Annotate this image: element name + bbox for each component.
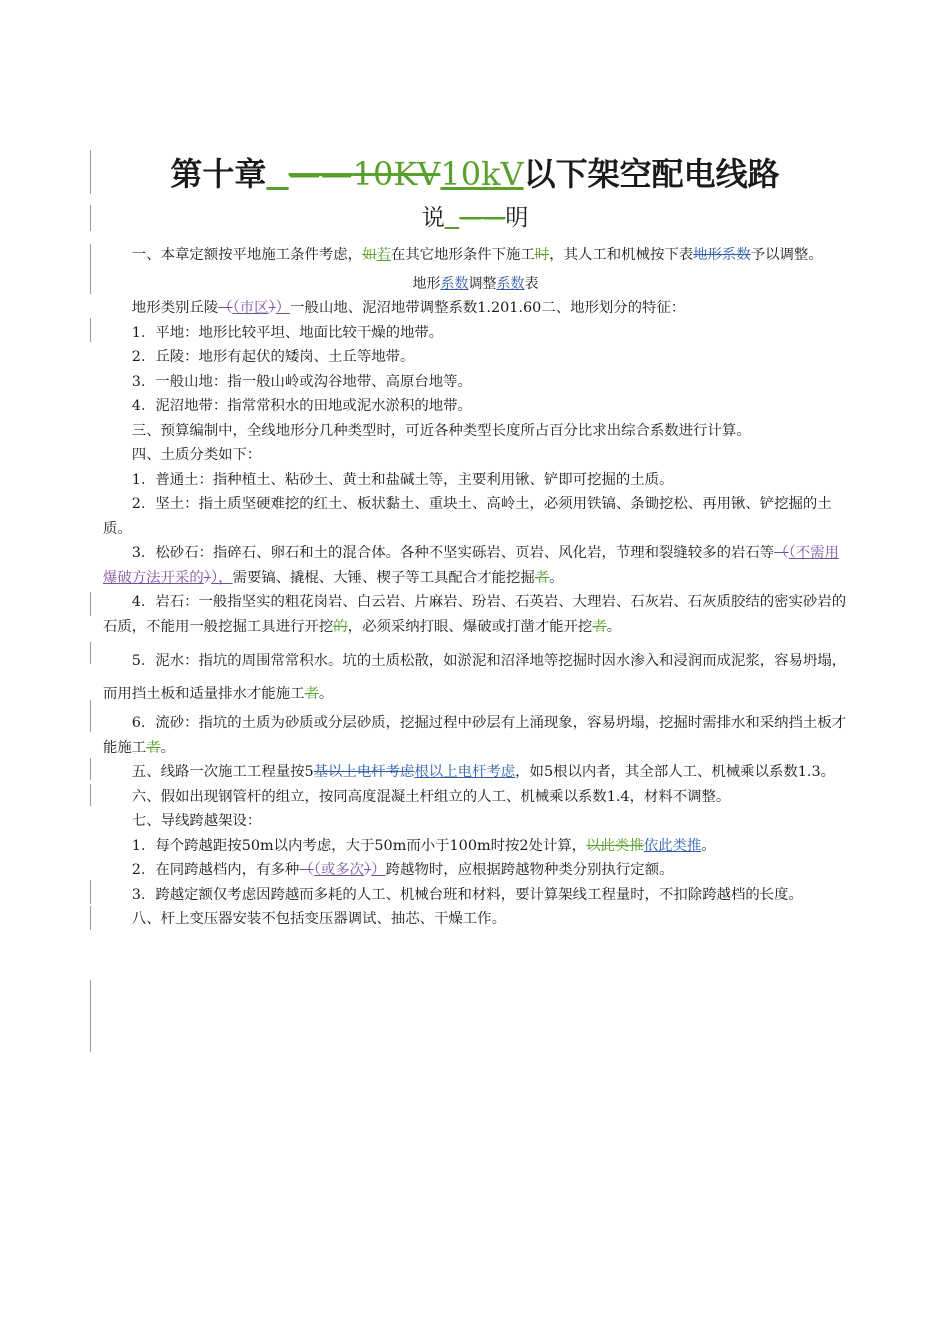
deleted-text: 者 (534, 569, 550, 586)
text-run: ，如5根以内者，其全部人工、机械乘以系数1.3。 (515, 764, 836, 780)
paragraph-5 (103, 760, 848, 785)
text-run: 4．岩石：一般指坚实的粗花岗岩、白云岩、片麻岩、玢岩、石英岩、大理岩、石灰岩、石灰质胶结的密实砂岩的石质，不能用一般挖掘工具进行开挖 (103, 594, 847, 635)
inserted-text: ）， (210, 569, 233, 586)
text-run: ，其人工和机械按下表 (549, 247, 694, 263)
change-bar (90, 758, 91, 780)
change-bar (90, 906, 91, 930)
text-run: 6．流砂：指坑的土质为砂质或分层砂质，挖掘过程中砂层有上涌现象，容易坍塌，挖掘时需排水和采纳挡土板才能施工 (103, 715, 847, 756)
text-run: 地形类别丘陵 (131, 300, 219, 316)
text-run: 。 (606, 618, 622, 635)
list-item: 3．一般山地：指一般山岭或沟谷地带、高原台地等。 (131, 373, 472, 390)
title-mark-inserted (266, 155, 288, 193)
deleted-text: 时 (534, 247, 550, 263)
change-bar (90, 700, 91, 732)
change-bar (90, 880, 91, 904)
subtitle-left: 说 (421, 205, 445, 231)
text-run: 在其它地形条件下施工 (390, 247, 535, 263)
paragraph-7: 七、导线跨越架设： (131, 813, 262, 829)
inserted-text: 根以上电杆考虑 (414, 764, 516, 780)
deleted-text: 者 (304, 686, 319, 702)
table-title (103, 272, 848, 297)
text-run: 表 (524, 275, 539, 292)
inserted-text: 系数 (496, 275, 525, 292)
deleted-text: ） (268, 300, 276, 316)
deleted-text: （ (218, 300, 233, 316)
deleted-text: ） (364, 862, 372, 878)
section-subtitle (0, 200, 950, 236)
paragraph-1 (103, 243, 848, 268)
text-run: 。 (549, 569, 564, 586)
inserted-text: ） (371, 862, 386, 878)
text-run: 一般山地、泥沼地带调整系数1.201.60二、地形划分的特征： (290, 300, 686, 316)
soil-item-4 (103, 590, 848, 639)
change-bar (90, 318, 91, 342)
title-new-voltage-inserted: 10kV (440, 155, 524, 193)
list-item: 1．平地：地形比较平坦、地面比较干燥的地带。 (131, 324, 444, 341)
inserted-text: ） (275, 300, 291, 316)
subtitle-right: 明 (505, 205, 529, 231)
deleted-text: 的 (333, 618, 348, 635)
inserted-text: 若 (376, 247, 391, 263)
text-run: 予以调整。 (750, 247, 823, 263)
title-prefix: 第十章 (170, 155, 267, 193)
subtitle-mark-inserted (445, 205, 460, 231)
inserted-text: （不需用爆破方法开采的 (103, 545, 839, 586)
paragraph-3: 三、预算编制中，全线地形分几种类型时，可近各种类型长度所占百分比求出综合系数进行计算。 (131, 422, 751, 439)
inserted-text: 依此类推 (643, 837, 702, 854)
soil-item-2: 2．坚土：指土质坚硬难挖的红土、板状黏土、重块土、高岭土，必须用铁镐、条锄挖松、再用锹、铲挖掘的土质。 (103, 496, 832, 537)
soil-item-6 (103, 711, 848, 760)
text-run: 5．泥水：指坑的周围常常积水。坑的土质松散，如淤泥和沼泽地等挖掘时因水渗入和浸润而成泥浆，容易坍塌，而用挡土板和适量排水才能施工 (103, 653, 847, 702)
paragraph-8: 八、杆上变压器安装不包括变压器调试、抽芯、干燥工作。 (131, 911, 506, 927)
change-bar (90, 592, 91, 616)
text-run: 一、本章定额按平地施工条件考虑， (131, 247, 363, 263)
deleted-text: 基以上电杆考虑 (313, 764, 415, 780)
soil-item-5 (103, 645, 848, 711)
change-bar (90, 784, 91, 806)
soil-item-3 (103, 541, 848, 590)
chapter-title (0, 150, 950, 198)
text-run: 1．每个跨越距按50m以内考虑，大于50m而小于100m时按2处计算， (131, 837, 587, 854)
text-run: 调整 (468, 275, 497, 292)
deleted-text: 地形系数 (693, 247, 751, 263)
text-run: 五、线路一次施工工程量按5 (131, 764, 314, 780)
inserted-text: （市区 (232, 300, 269, 316)
text-run: 。 (160, 739, 175, 756)
change-bar (90, 244, 91, 294)
text-run: ，必须采纳打眼、爆破或打凿才能开挖 (347, 618, 593, 635)
text-run: 。 (318, 686, 334, 702)
text-run: 需要镐、撬棍、大锤、楔子等工具配合才能挖掘 (232, 569, 535, 586)
title-suffix: 以下架空配电线路 (523, 155, 780, 193)
paragraph-4: 四、土质分类如下： (131, 447, 262, 463)
deleted-text: ） (203, 569, 211, 586)
cross-item-1 (103, 834, 848, 859)
deleted-text: 如 (362, 247, 377, 263)
soil-item-1: 1．普通土：指种植土、粘砂土、黄土和盐碱土等，主要利用锹、铲即可挖掘的土质。 (131, 471, 674, 488)
title-old-voltage-deleted: 10KV (352, 155, 441, 193)
text-run: 2．在同跨越档内，有多种 (131, 862, 300, 878)
subtitle-mark-deleted: —— (459, 205, 506, 231)
list-item: 4．泥沼地带：指常常积水的田地或泥水淤积的地带。 (131, 398, 472, 414)
text-run: 跨越物时，应根据跨越物种类分别执行定额。 (385, 862, 674, 878)
paragraph-6: 六、假如出现钢管杆的组立，按同高度混凝土杆组立的人工、机械乘以系数1.4，材料不调整。 (131, 788, 731, 805)
deleted-text: 以此类推 (586, 837, 644, 854)
text-run: 3．松砂石：指碎石、卵石和土的混合体。各种不坚实砾岩、页岩、风化岩，节理和裂缝较多的岩石等 (131, 545, 775, 561)
change-bar (90, 642, 91, 664)
inserted-text: （或多次 (313, 862, 365, 878)
cross-item-2 (103, 858, 848, 883)
deleted-text: （ (774, 545, 789, 561)
document-body (103, 243, 848, 932)
deleted-text: 者 (146, 739, 161, 756)
text-run: 地形 (412, 275, 441, 292)
paragraph-terrain (103, 296, 848, 321)
cross-item-3: 3．跨越定额仅考虑因跨越而多耗的人工、机械台班和材料，要计算架线工程量时，不扣除跨越档的长度。 (131, 886, 803, 903)
deleted-text: （ (299, 862, 314, 878)
change-bar (90, 980, 91, 1052)
title-mark-deleted: —— (288, 155, 353, 193)
inserted-text: 系数 (440, 275, 469, 292)
text-run: 。 (701, 837, 716, 854)
list-item: 2．丘陵：地形有起伏的矮岗、土丘等地带。 (131, 349, 415, 365)
deleted-text: 者 (592, 618, 607, 635)
